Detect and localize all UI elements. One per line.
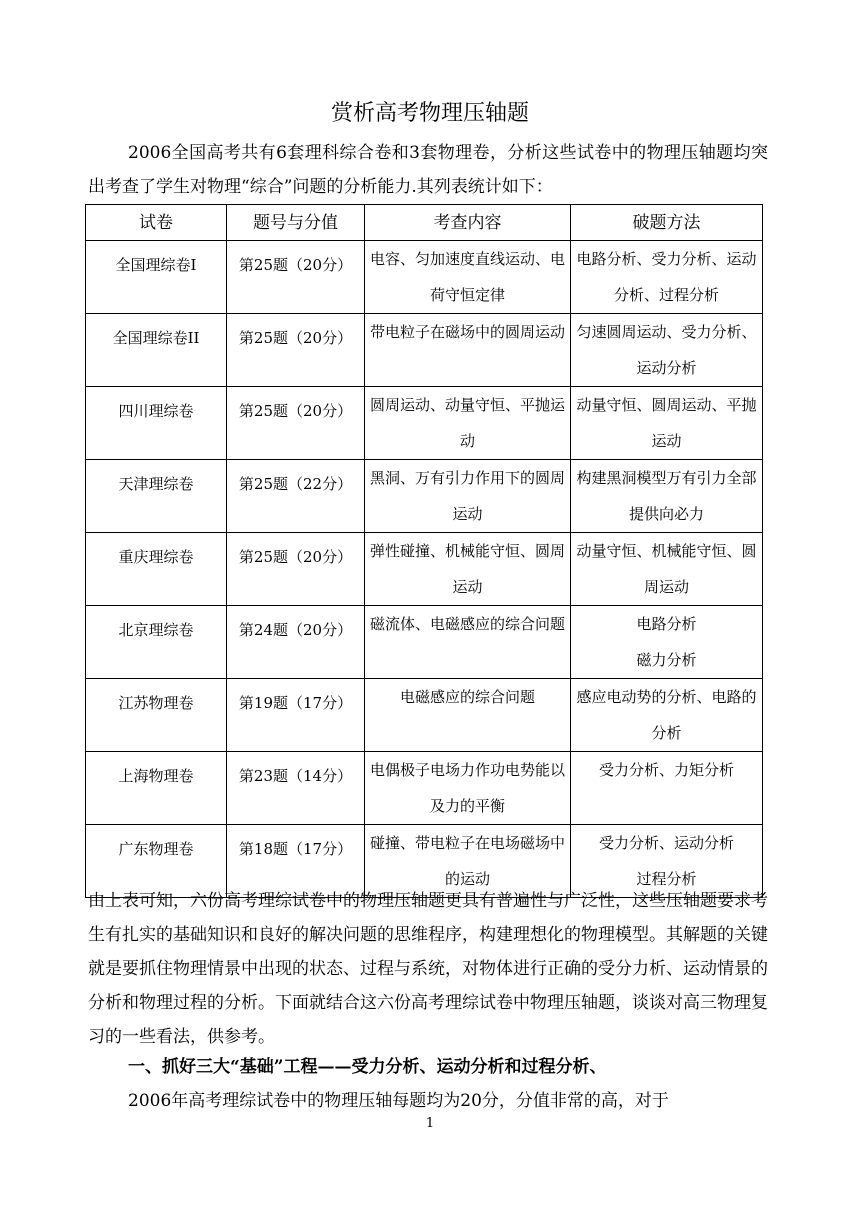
cell-question: 第19题（17分） <box>227 679 365 752</box>
cell-exam: 北京理综卷 <box>86 606 227 679</box>
table-row <box>86 241 763 314</box>
header-question: 题号与分值 <box>227 205 365 241</box>
cell-exam: 四川理综卷 <box>86 387 227 460</box>
cell-exam: 广东物理卷 <box>86 825 227 898</box>
cell-content: 电磁感应的综合问题 <box>365 679 571 752</box>
cell-content: 带电粒子在磁场中的圆周运动 <box>365 314 571 387</box>
cell-exam: 江苏物理卷 <box>86 679 227 752</box>
cell-exam: 上海物理卷 <box>86 752 227 825</box>
header-content: 考查内容 <box>365 205 571 241</box>
cell-method: 受力分析、力矩分析 <box>571 752 763 825</box>
cell-method: 感应电动势的分析、电路的分析 <box>571 679 763 752</box>
cell-question: 第25题（20分） <box>227 387 365 460</box>
table-header-row <box>86 205 763 241</box>
cell-exam: 全国理综卷Ⅰ <box>86 241 227 314</box>
cell-content: 弹性碰撞、机械能守恒、圆周运动 <box>365 533 571 606</box>
cell-method: 动量守恒、圆周运动、平抛运动 <box>571 387 763 460</box>
cell-method: 构建黑洞模型万有引力全部提供向必力 <box>571 460 763 533</box>
table-row <box>86 460 763 533</box>
document-title: 赏析高考物理压轴题 <box>330 101 529 126</box>
table-row <box>86 314 763 387</box>
cell-content: 黑洞、万有引力作用下的圆周运动 <box>365 460 571 533</box>
cell-content: 磁流体、电磁感应的综合问题 <box>365 606 571 679</box>
cell-question: 第25题（22分） <box>227 460 365 533</box>
cell-content: 碰撞、带电粒子在电场磁场中的运动 <box>365 825 571 898</box>
cell-question: 第25题（20分） <box>227 314 365 387</box>
table-row <box>86 533 763 606</box>
cell-exam: 重庆理综卷 <box>86 533 227 606</box>
cell-method: 匀速圆周运动、受力分析、运动分析 <box>571 314 763 387</box>
exam-summary-table <box>85 204 763 898</box>
section-heading: 一、抓好三大“基础”工程——受力分析、运动分析和过程分析、 <box>128 1057 607 1077</box>
table-row <box>86 752 763 825</box>
cell-method: 受力分析、运动分析 过程分析 <box>571 825 763 898</box>
cell-question: 第23题（14分） <box>227 752 365 825</box>
cell-question: 第24题（20分） <box>227 606 365 679</box>
cell-question: 第18题（17分） <box>227 825 365 898</box>
cell-content: 圆周运动、动量守恒、平抛运动 <box>365 387 571 460</box>
table-row <box>86 387 763 460</box>
header-method: 破题方法 <box>571 205 763 241</box>
cell-content: 电容、匀加速度直线运动、电荷守恒定律 <box>365 241 571 314</box>
cell-method: 动量守恒、机械能守恒、圆周运动 <box>571 533 763 606</box>
cell-exam: 天津理综卷 <box>86 460 227 533</box>
table-row <box>86 679 763 752</box>
cell-method: 电路分析、受力分析、运动分析、过程分析 <box>571 241 763 314</box>
table-row <box>86 606 763 679</box>
cell-question: 第25题（20分） <box>227 241 365 314</box>
cell-exam: 全国理综卷II <box>86 314 227 387</box>
cell-question: 第25题（20分） <box>227 533 365 606</box>
intro-paragraph: 2006全国高考共有6套理科综合卷和3套物理卷，分析这些试卷中的物理压轴题均突出考查了学生对物理“综合”问题的分析能力.其列表统计如下： <box>88 143 768 197</box>
cell-content: 电偶极子电场力作功电势能以及力的平衡 <box>365 752 571 825</box>
cell-method: 电路分析 磁力分析 <box>571 606 763 679</box>
page-number: 1 <box>425 1116 435 1131</box>
section-body: 2006年高考理综试卷中的物理压轴每题均为20分，分值非常的高，对于 <box>128 1091 669 1111</box>
analysis-paragraph: 由上表可知，六份高考理综试卷中的物理压轴题更具有普遍性与广泛性，这些压轴题要求考生有扎实的基础知识和良好的解决问题的思维程序，构建理想化的物理模型。其解题的关键就是要抓住物理情景中出现的状态、过程与系统，对物体进行正确的受分力析、运动情景的分析和物理过程的分析。下面就结合这六份高考理综试卷中物理压轴题，谈谈对高三物理复习的一些看法，供参考。 <box>88 891 768 1047</box>
header-exam: 试卷 <box>86 205 227 241</box>
